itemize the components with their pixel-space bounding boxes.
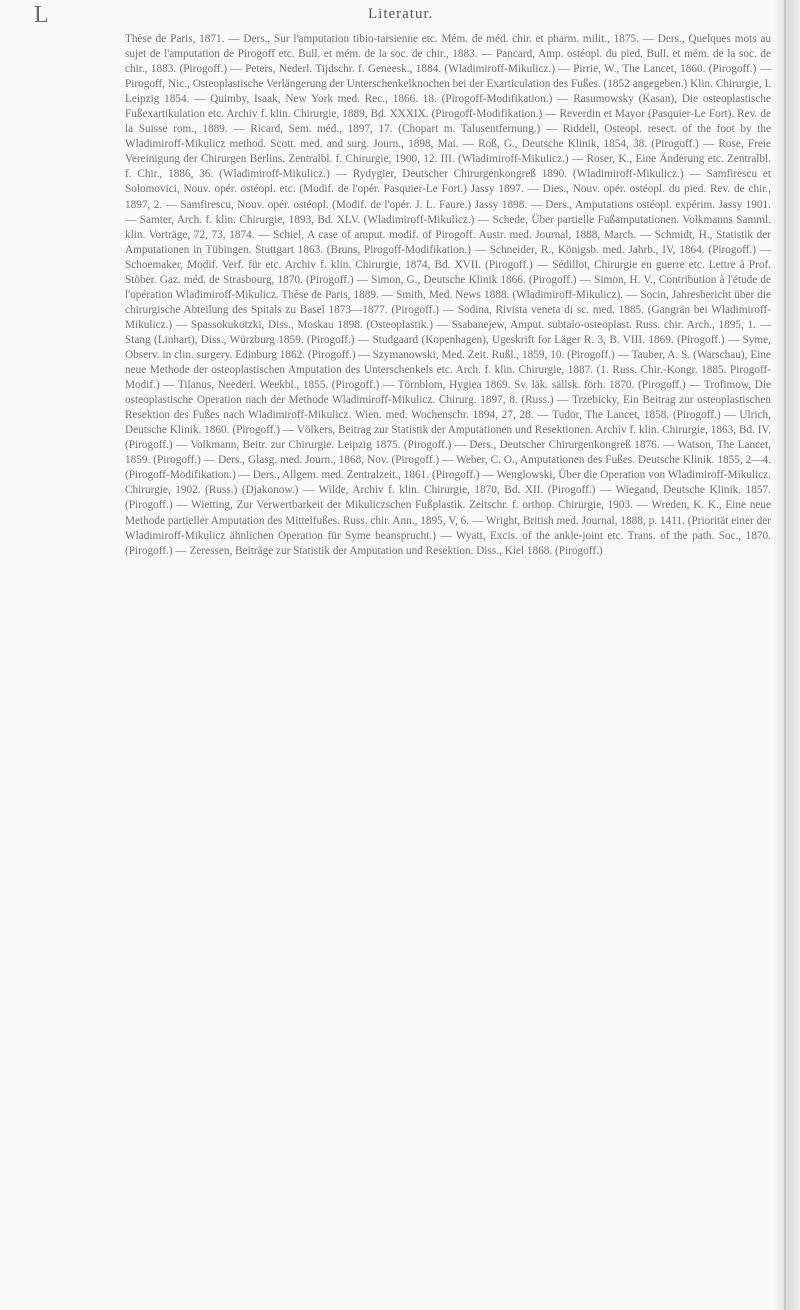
bibliography-text-block: [125, 32, 771, 1102]
book-spine-edge: [772, 0, 800, 1310]
bibliography-paragraph: Thèse de Paris, 1871. — Ders., Sur l'amputation tibio-tarsienne etc. Mém. de méd. chir. et pharm. milit., 1875. — Ders., Quelques mots au sujet de l'amputation de Pirogoff etc. Bull. et mém. de la soc. de chir., 1883. — Pancard, Amp. ostéopl. du pied. Bull. et mém. de la soc. de chir., 1883. (Pirogoff.) — Peters, Nederl. Tijdschr. f. Geneesk., 1884. (Wladimiroff-Mikulicz.) — Pirrie, W., The Lancet, 1860. (Pirogoff.) — Pirogoff, Nic., Osteoplastische Verlängerung der Unterschenkelknochen bei der Exarticulation des Fußes. (1852 angegeben.) Klin. Chirurgie, I. Leipzig 1854. — Quimby, Isaak, New York med. Rec., 1866. 18. (Pirogoff-Modifikation.) — Rasumowsky (Kasan), Die osteoplastische Fußexartikulation etc. Archiv f. klin. Chirurgie, 1889, Bd. XXXIX. (Pirogoff-Modifikation.) — Reverdin et Mayor (Pasquier-Le Fort). Rev. de la Suisse rom., 1889. — Ricard, Sem. méd., 1897, 17. (Chopart m. Talusentfernung.) — Riddell, Osteopl. resect. of the foot by the Wladimiroff-Mikulicz method. Scott. med. and surg. Journ., 1898, Mai. — Roß, G., Deutsche Klinik, 1854, 38. (Pirogoff.) — Rose, Freie Vereinigung der Chirurgen Berlins. Zentralbl. f. Chirurgie, 1900, 12. III. (Wladimiroff-Mikulicz.) — Roser, K., Eine Änderung etc. Zentralbl. f. Chir., 1886, 36. (Wladimiroff-Mikulicz.) — Rydygier, Deutscher Chirurgenkongreß 1890. (Wladimiroff-Mikulicz.) — Samfirescu et Solomovici, Nouv. opér. ostéopl. etc. (Modif. de l'opér. Pasquier-Le Fort.) Jassy 1897. — Dies., Nouv. opér. ostéopl. du pied. Rev. de chir., 1897, 2. — Samfirescu, Nouv. opér. ostéopl. (Modif. de l'opér. J. L. Faure.) Jassy 1898. — Ders., Amputations ostéopl. expérim. Jassy 1901. — Samter, Arch. f. klin. Chirurgie, 1893, Bd. XLV. (Wladimiroff-Mikulicz.) — Schede, Über partielle Fußamputationen. Volkmanns Samml. klin. Vorträge, 72, 73, 1874. — Schiel, A case of amput. modif. of Pirogoff. Austr. med. Journal, 1888, March. — Schmidt, H., Statistik der Amputationen in Tübingen. Stuttgart 1863. (Bruns, Pirogoff-Modifikation.) — Schneider, R., Königsb. med. Jahrb., IV, 1864. (Pirogoff.) — Schoemaker, Modif. Verf. für etc. Archiv f. klin. Chirurgie, 1874, Bd. XVII. (Pirogoff.) — Sédillot, Chirurgie en guerre etc. Lettre à Prof. Stöber. Gaz. méd. de Strasbourg, 1870. (Pirogoff.) — Simon, G., Deutsche Klinik 1866. (Pirogoff.) — Simon, H. V., Contribution à l'étude de l'opération Wladimiroff-Mikulicz. Thèse de Paris, 1889. — Smith, Med. News 1888. (Wladimiroff-Mikulicz). — Socin, Jahresbericht über die chirurgische Abteilung des Spitals zu Basel 1873—1877. (Pirogoff.) — Sodina, Rivista veneta di sc. med. 1885. (Gangrän bei Wladimiroff-Mikulicz.) — Spassokukotzki, Diss., Moskau 1898. (Osteoplastik.) — Ssabanejew, Amput. subtalo-osteoplast. Russ. chir. Arch., 1895, 1. — Stang (Linhart), Diss., Würzburg 1859. (Pirogoff.) — Studgaard (Kopenhagen), Ugeskrift for Läger R. 3, B. VIII. 1869. (Pirogoff.) — Syme, Observ. in clin. surgery. Edinburg 1862. (Pirogoff.) — Szymanowski, Med. Zeit. Rußl., 1859, 10. (Pirogoff.) — Tauber, A. S. (Warschau), Eine neue Methode der osteoplastischen Amputation des Unterschenkels etc. Arch. f. klin. Chirurgie, 1887. (1. Russ. Chir.-Kongr. 1885. Pirogoff-Modif.) — Tilanus, Neederl. Weekbl., 1855. (Pirogoff.) — Törnblom, Hygiea 1869. Sv. läk. sällsk. förh. 1870. (Pirogoff.) — Trofimow, Die osteoplastische Operation nach der Methode Wladimiroff-Mikulicz. Chirurg. 1897, 8. (Russ.) — Trzebicky, Ein Beitrag zur osteoplastischen Resektion des Fußes nach Wladimiroff-Mikulicz. Wien. med. Wochenschr. 1894, 27, 28. — Tudor, The Lancet, 1858. (Pirogoff.) — Ulrich, Deutsche Klinik. 1860. (Pirogoff.) — Völkers, Beitrag zur Statistik der Amputationen und Resektionen. Archiv f. klin. Chirurgie, 1863, Bd. IV. (Pirogoff.) — Volkmann, Beitr. zur Chirurgie. Leipzig 1875. (Pirogoff.) — Ders., Deutscher Chirurgenkongreß 1876. — Watson, The Lancet, 1859. (Pirogoff.) — Ders., Glasg. med. Journ., 1868, Nov. (Pirogoff.) — Weber, C. O., Amputationen des Fußes. Deutsche Klinik. 1855, 2—4. (Pirogoff-Modifikation.) — Ders., Allgem. med. Zentralzeit., 1861. (Pirogoff.) — Wenglowski, Über die Operation von Wladimiroff-Mikulicz. Chirurgie, 1902. (Russ.) (Djakonow.) — Wilde, Archiv f. klin. Chirurgie, 1870, Bd. XII. (Pirogoff.) — Wiegand, Deutsche Klinik. 1857. (Pirogoff.) — Wietting, Zur Verwertbarkeit der Mikuliczschen Fußplastik. Zeitschr. f. orthop. Chirurgie, 1903. — Wreden, K. K., Eine neue Methode partieller Amputation des Mittelfußes. Russ. chir. Ann., 1895, V, 6. — Wright, British med. Journal, 1888, p. 1411. (Priorität einer der Wladimiroff-Mikulicz ähnlichen Operation für Syme beansprucht.) — Wyatt, Excis. of the ankle-joint etc. Trans. of the path. Soc., 1870. (Pirogoff.) — Zeressen, Beiträge zur Statistik der Amputation und Resektion. Diss., Kiel 1868. (Pirogoff.): [125, 33, 771, 557]
page-marker: L: [34, 2, 49, 28]
running-title: Literatur.: [368, 6, 434, 22]
spine-shadow-line: [784, 0, 786, 1310]
